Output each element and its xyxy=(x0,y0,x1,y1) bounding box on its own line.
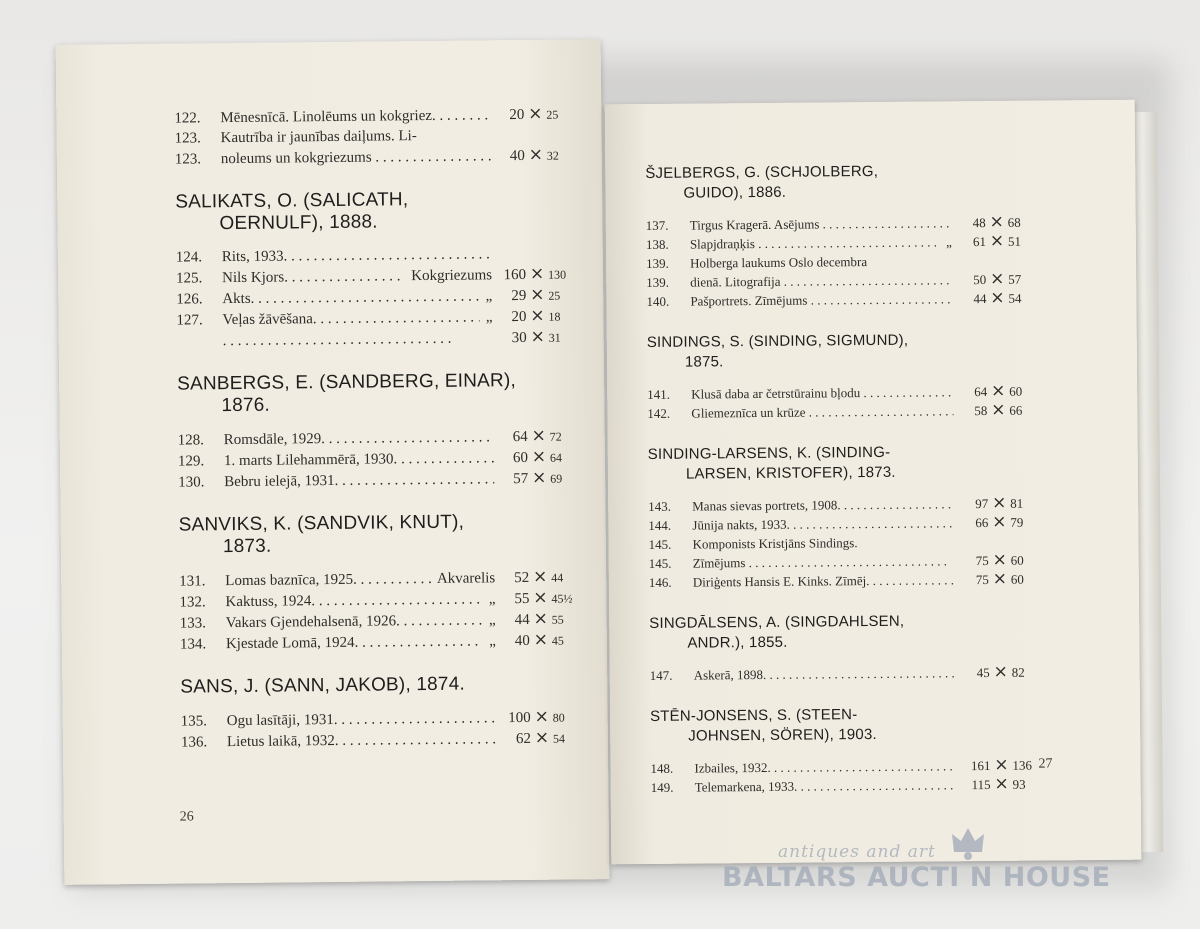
catalog-entry xyxy=(179,587,579,612)
artist-heading xyxy=(175,187,575,235)
price-size-2: 69 xyxy=(550,471,563,486)
entry-number: 129. xyxy=(177,453,205,470)
artist-heading xyxy=(177,369,577,417)
entry-number: 122. xyxy=(174,110,201,127)
catalog-entry xyxy=(650,663,1040,685)
entry-number: 123. xyxy=(174,130,201,147)
artist-name-line1: SANS, J. (SANN, JAKOB), 1874. xyxy=(180,673,466,698)
artist-section xyxy=(177,369,578,492)
price-size-2: 45 xyxy=(551,633,564,648)
artist-section xyxy=(175,187,577,351)
price-size-1: 62 xyxy=(515,730,531,748)
entry-title: Askerā, 1898. . . . xyxy=(694,663,956,684)
dimension-cross-icon: × xyxy=(534,727,550,748)
entry-technique: „ xyxy=(488,612,496,629)
artist-section xyxy=(179,510,580,654)
entry-number: 136. xyxy=(180,734,208,751)
crown-icon xyxy=(950,826,986,860)
watermark-tagline: antiques and art xyxy=(778,842,936,862)
price-size-2: 68 xyxy=(1007,214,1021,230)
entry-number: 134. xyxy=(179,636,207,653)
entry-number: 131. xyxy=(179,573,206,590)
artist-name-line1: SANVIKS, K. (SANDVIK, KNUT), xyxy=(178,511,465,536)
entry-number: 149. xyxy=(650,779,674,795)
entry-title: Diriģents Hansis E. Kinks. Zīmēj. . . . xyxy=(693,570,955,591)
price-size-1: 61 xyxy=(972,234,986,250)
dimension-cross-icon: × xyxy=(989,230,1005,251)
artist-heading xyxy=(645,161,1035,204)
entry-number: 126. xyxy=(176,291,203,308)
watermark-brand: BALTARS AUCTI N HOUSE xyxy=(722,862,1111,893)
dimension-cross-icon: × xyxy=(531,467,547,488)
price-size-2: 32 xyxy=(546,148,559,163)
price-size-1: 75 xyxy=(975,552,989,569)
dimension-cross-icon: × xyxy=(990,380,1006,401)
price-size-1: 161 xyxy=(970,757,991,774)
price-size-1: 64 xyxy=(974,384,988,400)
price-size-2: 60 xyxy=(1010,552,1024,568)
artist-heading xyxy=(648,442,1038,485)
entry-number: 125. xyxy=(175,270,203,287)
entry-number: 127. xyxy=(176,312,203,329)
entry-title: Gliemeznīca un krūze . . . xyxy=(691,401,953,422)
dimension-cross-icon: × xyxy=(530,305,545,326)
artist-name-line2: LARSEN, KRISTOFER), 1873. xyxy=(685,463,896,483)
watermark xyxy=(722,842,1142,912)
artist-name-line1: ŠJELBERGS, G. (SCHJOLBERG, xyxy=(645,162,879,182)
entry-title: Jūnija nakts, 1933. . . . xyxy=(692,513,954,534)
right-page xyxy=(605,100,1142,865)
entry-technique: Kokgriezums xyxy=(411,267,493,285)
dimension-cross-icon: × xyxy=(534,706,549,727)
entry-title: Izbailes, 1932. . . . xyxy=(694,756,956,777)
entry-title: Tirgus Kragerā. Asējums . . . xyxy=(690,213,952,234)
entry-title: Rits, 1933. . . . xyxy=(222,244,492,267)
price-size-2: 60 xyxy=(1009,383,1023,399)
entry-technique: „ xyxy=(485,288,493,305)
entry-title: Veļas žāvēšana. . . . xyxy=(222,307,480,330)
entry-technique: Akvarelis xyxy=(436,570,496,587)
dimension-cross-icon: × xyxy=(990,268,1005,289)
page-number-right: 27 xyxy=(1038,756,1053,772)
entry-number: 132. xyxy=(179,594,206,611)
left-page-content xyxy=(174,103,581,774)
dimension-cross-icon: × xyxy=(529,263,545,284)
price-size-2: 79 xyxy=(1010,514,1024,530)
price-size-2: 130 xyxy=(547,267,567,282)
price-size-1: 44 xyxy=(973,291,987,307)
continued-entries xyxy=(174,103,575,169)
dimension-cross-icon: × xyxy=(532,566,548,587)
price-size-2: 93 xyxy=(1012,776,1026,792)
dimension-cross-icon: × xyxy=(533,608,548,629)
entry-number: 138. xyxy=(645,236,669,252)
dimension-cross-icon: × xyxy=(530,326,545,347)
entry-number: 143. xyxy=(648,498,672,514)
artist-name-line1: SALIKATS, O. (SALICATH, xyxy=(175,189,409,213)
artist-name-line2: 1873. xyxy=(222,535,272,558)
catalog-entry xyxy=(180,608,580,633)
catalog-entry xyxy=(178,425,578,450)
dimension-cross-icon: × xyxy=(528,144,544,165)
price-size-2: 54 xyxy=(552,731,565,746)
price-size-1: 115 xyxy=(971,776,991,793)
page-number-left: 26 xyxy=(179,809,194,825)
entry-number: 139. xyxy=(646,274,670,290)
artist-section xyxy=(180,672,581,752)
price-size-1: 40 xyxy=(514,632,530,650)
artist-name-line2: OERNULF), 1888. xyxy=(219,211,378,235)
dimension-cross-icon: × xyxy=(528,103,543,124)
entry-number: 139. xyxy=(646,255,669,271)
price-size-2: 66 xyxy=(1009,402,1023,418)
entry-number: 148. xyxy=(650,760,674,776)
dimension-cross-icon: × xyxy=(530,284,545,305)
catalog-entry xyxy=(176,284,576,309)
entry-number: 130. xyxy=(178,474,205,491)
price-size-1: 40 xyxy=(509,147,525,165)
price-size-2: 55 xyxy=(551,612,564,627)
artist-heading xyxy=(650,704,1040,747)
entry-title: Zīmējums . . . xyxy=(693,551,955,572)
dimension-cross-icon: × xyxy=(533,629,549,650)
entry-title: Lomas baznīca, 1925. . . . xyxy=(225,569,431,591)
price-size-1: 45 xyxy=(976,664,990,681)
price-size-1: 97 xyxy=(975,495,989,512)
entry-title: Telemarkena, 1933. . . . xyxy=(695,775,957,796)
catalog-entry xyxy=(176,305,576,330)
dimension-cross-icon: × xyxy=(992,568,1008,589)
catalog-entry xyxy=(648,513,1038,535)
entry-title xyxy=(223,328,493,351)
dimension-cross-icon: × xyxy=(531,446,547,467)
catalog-entry xyxy=(651,775,1041,797)
entry-number: 135. xyxy=(180,713,208,730)
artist-heading xyxy=(179,510,579,558)
dimension-cross-icon: × xyxy=(531,425,546,446)
entry-title: Ogu lasītāji, 1931. . . . xyxy=(227,708,497,731)
left-page xyxy=(56,39,610,885)
entry-technique: „ xyxy=(485,309,493,326)
catalog-entry xyxy=(178,467,578,492)
entry-title: Akts. . . . xyxy=(222,286,480,309)
entry-title: Vakars Gjendehalsenā, 1926. . . . xyxy=(226,610,484,633)
catalog-entry xyxy=(181,727,581,752)
dimension-cross-icon: × xyxy=(989,211,1004,232)
price-size-1: 20 xyxy=(509,106,525,124)
entry-number: 145. xyxy=(648,536,672,552)
price-size-1: 20 xyxy=(511,308,527,326)
artist-name-line2: JOHNSEN, SÖREN), 1903. xyxy=(688,725,877,745)
entry-title: Mēnesnīcā. Linolēums un kokgriez. . . . xyxy=(220,105,490,128)
catalog-entry xyxy=(649,570,1039,592)
entry-title: Bebru ielejā, 1931. . . . xyxy=(224,469,494,492)
price-size-1: 75 xyxy=(975,571,989,588)
price-size-1: 57 xyxy=(513,470,529,488)
price-size-2: 51 xyxy=(1007,233,1021,249)
artist-section xyxy=(648,442,1039,592)
entry-title: Slapjdraņķis . . . xyxy=(690,232,940,253)
entry-number: 124. xyxy=(175,249,203,266)
right-page-content xyxy=(645,161,1041,819)
catalog-entry xyxy=(646,232,1036,254)
catalog-entry xyxy=(175,144,575,169)
price-size-1: 60 xyxy=(512,449,529,467)
price-size-2: 45½ xyxy=(551,591,573,606)
price-size-2: 80 xyxy=(552,710,565,725)
entry-number: 147. xyxy=(649,667,673,683)
artist-name-line2: GUIDO), 1886. xyxy=(683,183,787,202)
price-size-1: 50 xyxy=(973,272,987,288)
entry-title: 1. marts Lilehammērā, 1930. . . . xyxy=(224,448,494,471)
catalog-entry xyxy=(181,706,581,731)
entry-title: Kautrība ir jaunības daiļums. Li- xyxy=(220,128,417,147)
entry-number: 145. xyxy=(648,555,672,571)
price-size-1: 58 xyxy=(974,402,988,419)
entry-technique: „ xyxy=(946,234,952,250)
entry-number: 140. xyxy=(646,293,670,309)
price-size-1: 64 xyxy=(512,428,528,446)
artist-section xyxy=(645,161,1036,311)
dimension-cross-icon: × xyxy=(994,773,1009,794)
entry-title: Manas sievas portrets, 1908. . . . xyxy=(692,494,954,515)
artist-section xyxy=(650,704,1041,797)
dimension-cross-icon: × xyxy=(990,287,1005,308)
price-size-1: 66 xyxy=(975,514,989,531)
price-size-1: 100 xyxy=(508,709,531,727)
price-size-1: 48 xyxy=(972,215,986,231)
catalog-entry xyxy=(180,629,580,654)
artist-name-line2: ANDR.), 1855. xyxy=(687,633,788,652)
artist-name-line1: SINGDĀLSENS, A. (SINGDAHLSEN, xyxy=(649,612,905,632)
entry-title: Kaktuss, 1924. . . . xyxy=(225,589,483,612)
dimension-cross-icon: × xyxy=(992,511,1007,532)
price-size-1: 55 xyxy=(514,590,530,608)
entry-title: Romsdāle, 1929. . . . xyxy=(224,427,494,450)
entry-number: 128. xyxy=(177,432,205,449)
price-size-2: 136 xyxy=(1012,757,1033,773)
entry-title: Pašportrets. Zīmējums . . . xyxy=(690,289,952,310)
entry-number: 141. xyxy=(647,386,671,402)
artist-heading xyxy=(180,672,580,698)
entry-title: Komponists Kristjāns Sindings. xyxy=(692,535,858,552)
entry-technique: „ xyxy=(489,633,496,650)
artist-name-line1: SINDINGS, S. (SINDING, SIGMUND), xyxy=(646,331,909,351)
artist-name-line1: STĒN-JONSENS, S. (STEEN- xyxy=(649,706,858,725)
entry-number: 133. xyxy=(179,615,207,632)
entry-number: 142. xyxy=(647,405,671,421)
entry-number: 137. xyxy=(645,217,669,233)
artist-section xyxy=(649,611,1040,685)
entry-title: Klusā daba ar četrstūrainu bļodu . . . xyxy=(691,382,953,403)
entry-number: 123. xyxy=(174,151,202,168)
catalog-entry xyxy=(647,401,1037,423)
dimension-cross-icon: × xyxy=(533,587,548,608)
catalog-entry xyxy=(174,103,574,128)
entry-title: Nils Kjors. . . . xyxy=(222,266,405,288)
entry-number: 144. xyxy=(648,517,672,533)
price-size-2: 72 xyxy=(549,429,562,444)
entry-title: Holberga laukums Oslo decembra xyxy=(690,254,868,271)
price-size-2: 54 xyxy=(1008,290,1022,306)
price-size-2: 82 xyxy=(1011,664,1025,680)
catalog-entry xyxy=(176,263,576,288)
entry-title: noleums un kokgriezums . . . xyxy=(221,146,491,169)
entry-title: dienā. Litografija . . . xyxy=(690,270,952,291)
catalog-entry xyxy=(646,289,1036,311)
price-size-1: 29 xyxy=(511,287,527,305)
dimension-cross-icon: × xyxy=(991,492,1007,513)
price-size-1: 160 xyxy=(503,266,527,284)
price-size-1: 44 xyxy=(514,611,530,629)
price-size-2: 64 xyxy=(549,450,563,465)
entry-title: Lietus laikā, 1932. . . . xyxy=(227,729,497,752)
catalog-entry xyxy=(179,566,579,591)
entry-title: Kjestade Lomā, 1924. . . . xyxy=(226,631,484,654)
entry-number: 146. xyxy=(648,574,672,590)
price-size-2: 57 xyxy=(1008,271,1022,287)
dimension-cross-icon: × xyxy=(993,661,1008,682)
dimension-cross-icon: × xyxy=(994,754,1009,775)
artist-section xyxy=(647,330,1038,423)
artist-name-line2: 1876. xyxy=(221,394,271,417)
artist-name-line1: SINDING-LARSENS, K. (SINDING- xyxy=(647,443,891,463)
catalog-entry xyxy=(178,446,578,471)
artist-heading xyxy=(649,611,1039,654)
price-size-2: 81 xyxy=(1010,495,1024,511)
price-size-2: 60 xyxy=(1010,571,1024,587)
price-size-2: 25 xyxy=(546,107,559,122)
price-size-1: 52 xyxy=(514,569,530,587)
price-size-2: 18 xyxy=(548,309,561,324)
price-size-1: 30 xyxy=(511,329,527,347)
dimension-cross-icon: × xyxy=(991,399,1006,420)
price-size-2: 25 xyxy=(548,288,561,303)
price-size-2: 31 xyxy=(548,330,561,345)
artist-name-line2: 1875. xyxy=(684,353,724,371)
artist-name-line1: SANBERGS, E. (SANDBERG, EINAR), xyxy=(177,370,517,395)
entry-technique: „ xyxy=(488,591,496,608)
price-size-2: 44 xyxy=(551,570,564,585)
catalog-entry xyxy=(177,326,577,351)
artist-heading xyxy=(647,330,1037,373)
dimension-cross-icon: × xyxy=(992,549,1007,570)
